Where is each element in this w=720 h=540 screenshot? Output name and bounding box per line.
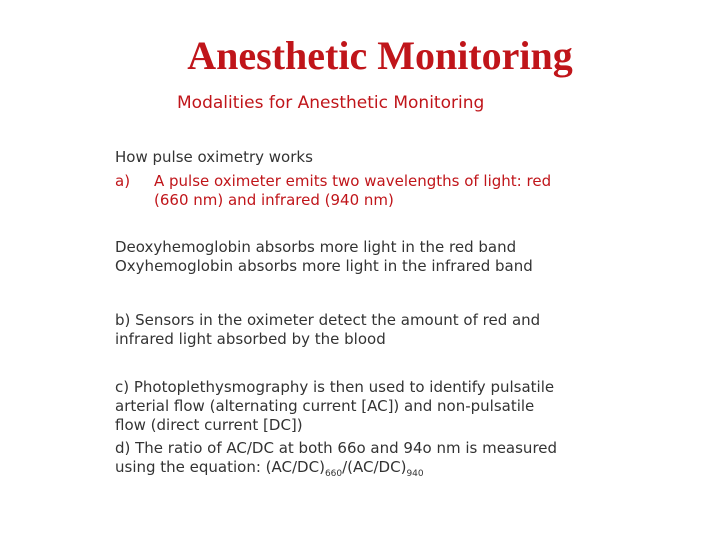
heading-text: How pulse oximetry works: [115, 148, 313, 166]
item-c-line2: arterial flow (alternating current [AC]) and non-pulsatile: [115, 397, 535, 415]
item-c-line1: c) Photoplethysmography is then used to identify pulsatile: [115, 378, 555, 396]
slide-subtitle: Modalities for Anesthetic Monitoring: [177, 93, 485, 113]
absorb-line1: Deoxyhemoglobin absorbs more light in the red band: [115, 238, 517, 256]
equation-subscript-940: 940: [406, 469, 424, 479]
absorption-paragraph: [115, 238, 533, 276]
item-b-line2: infrared light absorbed by the blood: [115, 330, 386, 348]
list-item-b: [115, 311, 540, 349]
list-marker-a: a): [115, 172, 131, 190]
item-d-line2: [115, 458, 557, 477]
item-c-line3: flow (direct current [DC]): [115, 416, 303, 434]
slide-title: Anesthetic Monitoring: [187, 33, 573, 78]
list-item-c: [115, 378, 554, 435]
equation-prefix: using the equation: (AC/DC): [115, 458, 325, 476]
list-item-a: [115, 172, 551, 191]
equation-divider: /(AC/DC): [342, 458, 407, 476]
list-item-a-continuation: [154, 191, 394, 210]
list-item-d: [115, 439, 557, 477]
item-a-line1: A pulse oximeter emits two wavelengths of light: red: [154, 172, 552, 190]
item-d-line1: d) The ratio of AC/DC at both 66o and 94o nm is measured: [115, 439, 558, 457]
item-a-line2: (660 nm) and infrared (940 nm): [154, 191, 394, 209]
equation-subscript-660: 660: [324, 469, 343, 479]
absorb-line2: Oxyhemoglobin absorbs more light in the infrared band: [115, 257, 533, 275]
item-b-line1: b) Sensors in the oximeter detect the amount of red and: [115, 311, 541, 329]
section-heading: [115, 148, 313, 167]
